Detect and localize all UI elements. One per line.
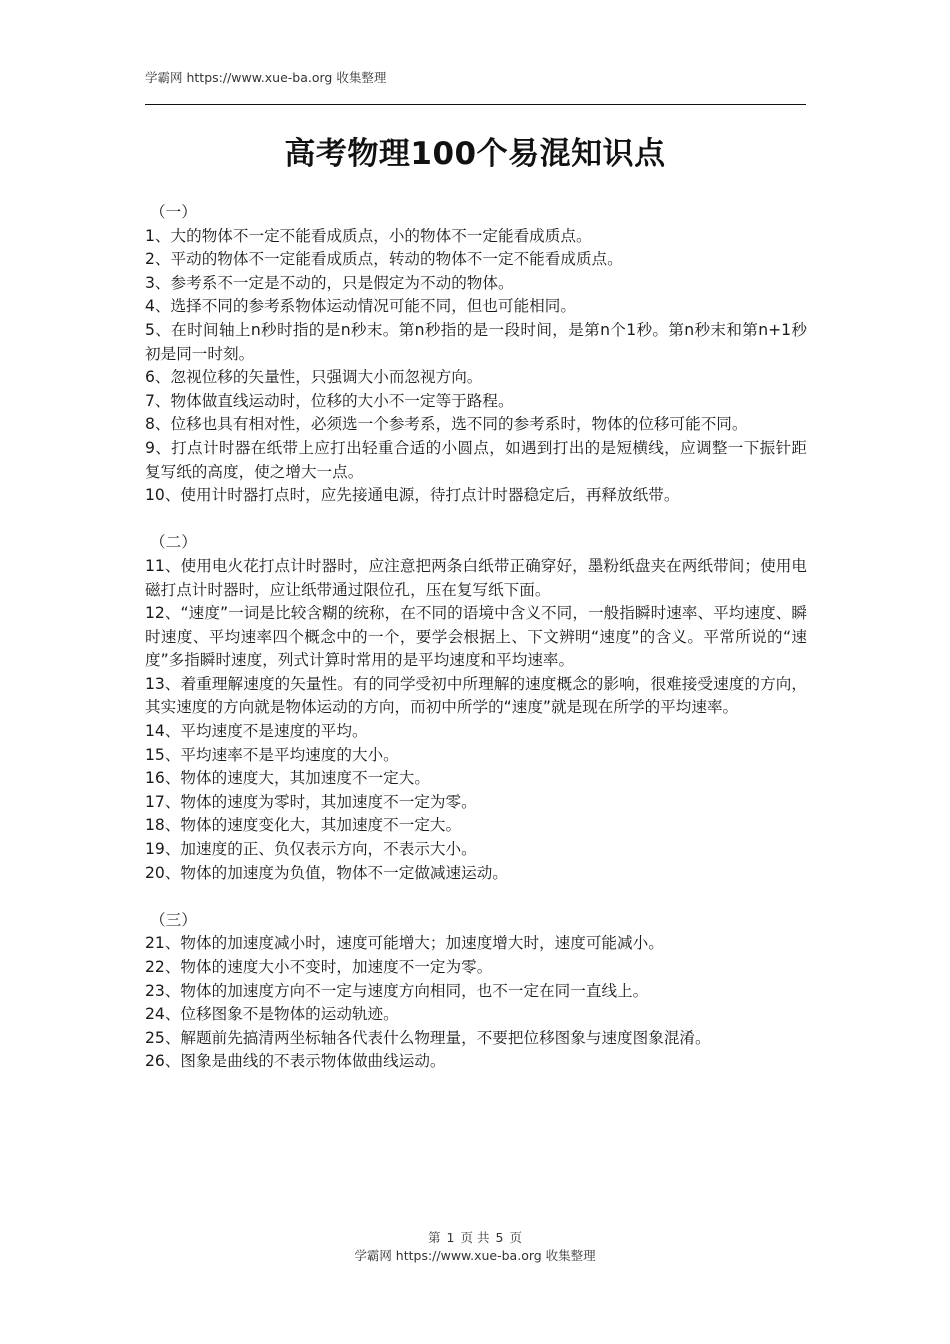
- section-heading-3: （三）: [150, 910, 197, 929]
- list-item: 1、大的物体不一定不能看成质点，小的物体不一定能看成质点。: [145, 226, 592, 245]
- page-footer: [0, 1229, 950, 1265]
- list-item: 10、使用计时器打点时，应先接通电源，待打点计时器稳定后，再释放纸带。: [145, 486, 680, 505]
- page-number-mid: 页 共: [460, 1230, 490, 1245]
- section-heading-2: （二）: [150, 533, 197, 552]
- list-item: 5、在时间轴上n秒时指的是n秒末。第n秒指的是一段时间，是第n个1秒。第n秒末和第n+1秒初是同一时刻。: [145, 320, 807, 363]
- list-item: 8、位移也具有相对性，必须选一个参考系，选不同的参考系时，物体的位移可能不同。: [145, 415, 748, 434]
- list-item: 24、位移图象不是物体的运动轨迹。: [145, 1005, 399, 1024]
- section-heading-1: （一）: [150, 203, 197, 221]
- list-item: 20、物体的加速度为负值，物体不一定做减速运动。: [145, 863, 508, 882]
- page-current: 1: [446, 1230, 455, 1245]
- list-item: 2、平动的物体不一定能看成质点，转动的物体不一定不能看成质点。: [145, 250, 623, 269]
- header-divider: [145, 104, 806, 105]
- page-number-suffix: 页: [509, 1230, 522, 1245]
- list-item: 15、平均速率不是平均速度的大小。: [145, 745, 399, 764]
- section-spacer: [145, 885, 807, 909]
- list-item: 25、解题前先搞清两坐标轴各代表什么物理量，不要把位移图象与速度图象混淆。: [145, 1028, 711, 1047]
- page-total: 5: [495, 1230, 504, 1245]
- page-number-prefix: 第: [428, 1230, 441, 1245]
- list-item: 17、物体的速度为零时，其加速度不一定为零。: [145, 792, 477, 811]
- list-item: 19、加速度的正、负仅表示方向，不表示大小。: [145, 840, 477, 859]
- list-item: 11、使用电火花打点计时器时，应注意把两条白纸带正确穿好，墨粉纸盘夹在两纸带间；使用电磁打点计时器时，应让纸带通过限位孔，压在复写纸下面。: [145, 556, 807, 599]
- list-item: 22、物体的速度大小不变时，加速度不一定为零。: [145, 958, 493, 976]
- list-item: 18、物体的速度变化大，其加速度不一定大。: [145, 816, 462, 835]
- list-item: 16、物体的速度大，其加速度不一定大。: [145, 769, 430, 788]
- list-item: 7、物体做直线运动时，位移的大小不一定等于路程。: [145, 391, 514, 410]
- list-item: 6、忽视位移的矢量性，只强调大小而忽视方向。: [145, 368, 483, 387]
- list-item: 13、着重理解速度的矢量性。有的同学受初中所理解的速度概念的影响，很难接受速度的方向，其实速度的方向就是物体运动的方向，而初中所学的“速度”就是现在所学的平均速率。: [145, 674, 807, 717]
- list-item: 23、物体的加速度方向不一定与速度方向相同，也不一定在同一直线上。: [145, 981, 649, 1000]
- document-body: [145, 201, 807, 1074]
- list-item: 12、“速度”一词是比较含糊的统称，在不同的语境中含义不同，一般指瞬时速率、平均速度、瞬时速度、平均速率四个概念中的一个，要学会根据上、下文辨明“速度”的含义。平常所说的“速度”多指瞬时速度，列式计算时常用的是平均速度和平均速率。: [145, 604, 807, 670]
- list-item: 21、物体的加速度减小时，速度可能增大；加速度增大时，速度可能减小。: [145, 934, 664, 953]
- footer-source: 学霸网 https://www.xue-ba.org 收集整理: [354, 1248, 596, 1263]
- page-number: [0, 1229, 950, 1247]
- list-item: 9、打点计时器在纸带上应打出轻重合适的小圆点，如遇到打出的是短横线，应调整一下振针距复写纸的高度，使之增大一点。: [145, 438, 807, 481]
- page-header: 学霸网 https://www.xue-ba.org 收集整理: [145, 70, 387, 85]
- list-item: 14、平均速度不是速度的平均。: [145, 722, 368, 741]
- list-item: 4、选择不同的参考系物体运动情况可能不同，但也可能相同。: [145, 297, 576, 316]
- list-item: 26、图象是曲线的不表示物体做曲线运动。: [145, 1052, 446, 1071]
- document-title: 高考物理100个易混知识点: [284, 136, 666, 172]
- list-item: 3、参考系不一定是不动的，只是假定为不动的物体。: [145, 273, 514, 292]
- section-spacer: [145, 508, 807, 532]
